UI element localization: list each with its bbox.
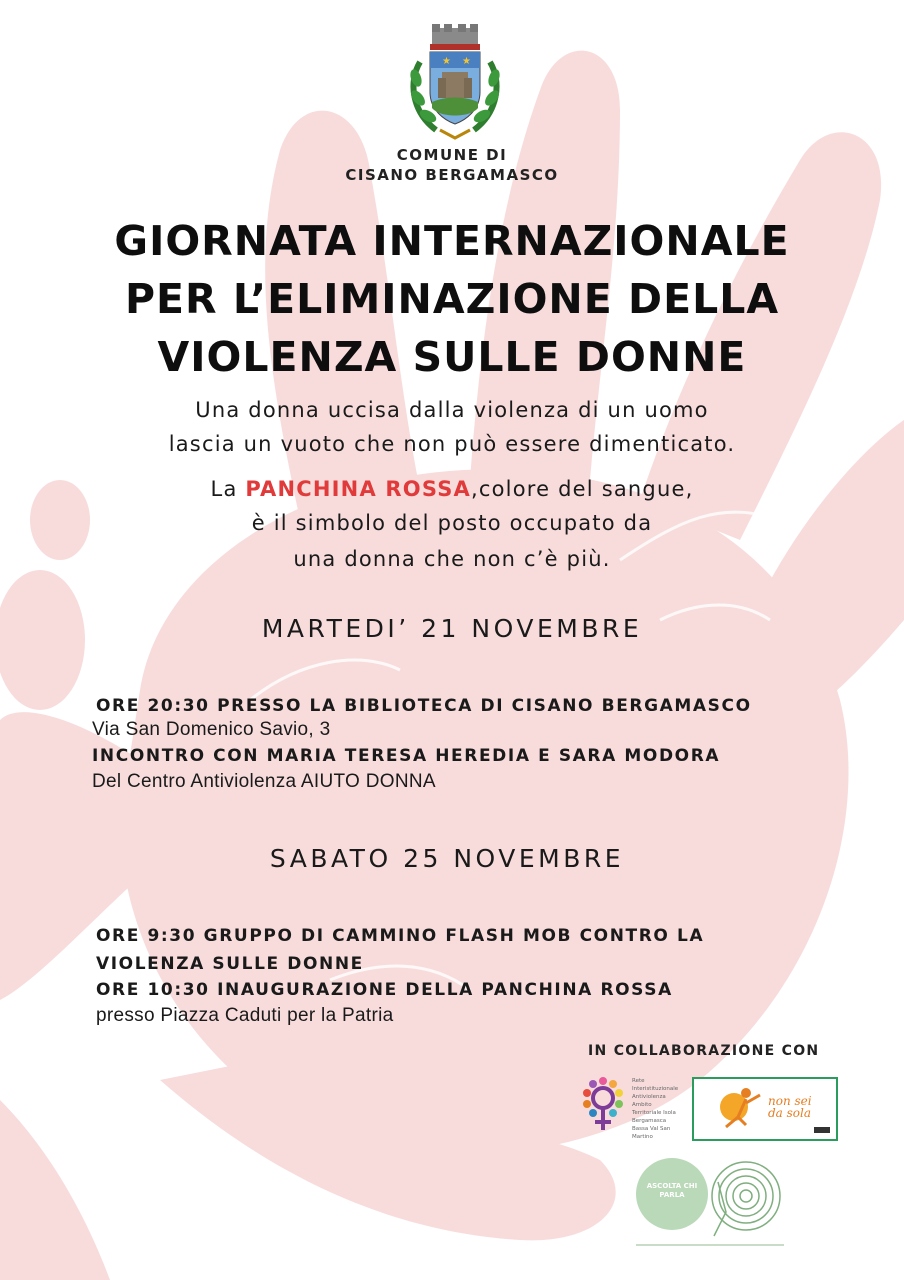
non-sei-da-sola-text: non sei da sola bbox=[768, 1094, 812, 1120]
event1-date: MARTEDI’ 21 NOVEMBRE bbox=[261, 614, 643, 643]
svg-text:★: ★ bbox=[462, 56, 471, 67]
intro-line-5: una donna che non c’è più. bbox=[293, 547, 611, 571]
event2-date: SABATO 25 NOVEMBRE bbox=[269, 844, 625, 873]
venus-symbol-icon bbox=[580, 1075, 626, 1141]
municipal-crest-icon bbox=[406, 22, 504, 144]
svg-text:★: ★ bbox=[442, 56, 451, 67]
regione-mark-icon bbox=[814, 1127, 830, 1133]
main-title-line-3: VIOLENZA SULLE DONNE bbox=[157, 333, 747, 381]
event1-line-3: INCONTRO CON MARIA TERESA HEREDIA E SARA MODORA bbox=[92, 746, 721, 766]
ascolta-chi-parla-logo bbox=[630, 1152, 790, 1252]
labyrinth-icon bbox=[630, 1152, 790, 1252]
event1-line-1: ORE 20:30 PRESSO LA BIBLIOTECA DI CISANO BERGAMASCO bbox=[96, 696, 752, 716]
intro-line-3 bbox=[0, 472, 904, 506]
event2-line-2: VIOLENZA SULLE DONNE bbox=[96, 954, 364, 974]
ascolta-chi-parla-text: ASCOLTA CHI PARLA bbox=[646, 1182, 698, 1199]
intro-line-1: Una donna uccisa dalla violenza di un uomo bbox=[195, 398, 709, 422]
intro-line-3-suffix: ,colore del sangue, bbox=[471, 477, 694, 501]
comune-line-1: COMUNE DI bbox=[396, 146, 508, 164]
collaboration-label: IN COLLABORAZIONE CON bbox=[588, 1043, 820, 1059]
intro-line-3-prefix: La bbox=[210, 477, 246, 501]
non-sei-da-sola-logo bbox=[692, 1077, 838, 1141]
event2-line-4: presso Piazza Caduti per la Patria bbox=[96, 1005, 394, 1026]
intro-line-2: lascia un vuoto che non può essere dimenticato. bbox=[168, 432, 736, 456]
main-title-line-1: GIORNATA INTERNAZIONALE bbox=[114, 217, 790, 265]
comune-line-2: CISANO BERGAMASCO bbox=[345, 166, 559, 184]
main-title-line-2: PER L’ELIMINAZIONE DELLA bbox=[124, 275, 780, 323]
intro-line-4: è il simbolo del posto occupato da bbox=[251, 511, 653, 535]
dancing-figure-icon bbox=[716, 1081, 776, 1137]
event2-line-3: ORE 10:30 INAUGURAZIONE DELLA PANCHINA ROSSA bbox=[96, 980, 673, 1000]
event2-line-1: ORE 9:30 GRUPPO DI CAMMINO FLASH MOB CONTRO LA bbox=[96, 926, 705, 946]
event1-line-4: Del Centro Antiviolenza AIUTO DONNA bbox=[92, 771, 436, 792]
event1-line-2: Via San Domenico Savio, 3 bbox=[92, 719, 331, 740]
rete-antiviolenza-logo bbox=[580, 1075, 680, 1141]
rete-logo-text: Rete Interistituzionale Antiviolenza Ambito Territoriale Isola Bergamasca Bassa Val San Martino bbox=[632, 1078, 679, 1140]
panchina-rossa-highlight: PANCHINA ROSSA bbox=[245, 477, 472, 501]
